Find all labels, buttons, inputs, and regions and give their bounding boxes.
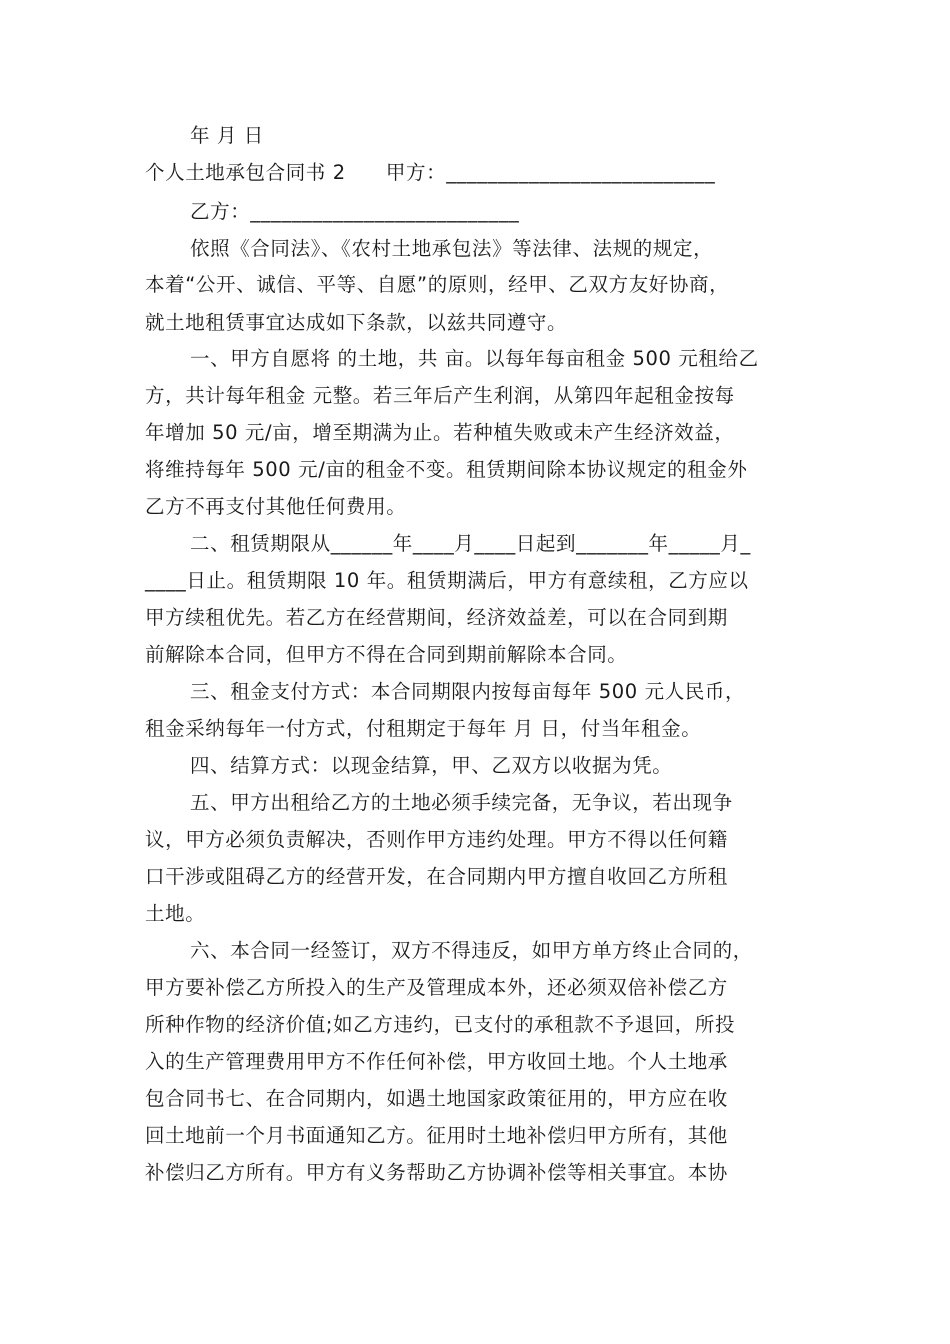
paragraph-line: 包合同书七、在合同期内，如遇土地国家政策征用的，甲方应在收 xyxy=(145,1087,728,1110)
paragraph-line: 土地。 xyxy=(145,902,206,925)
paragraph-line: 回土地前一个月书面通知乙方。征用时土地补偿归甲方所有，其他 xyxy=(145,1124,728,1147)
paragraph-line: 前解除本合同，但甲方不得在合同到期前解除本合同。 xyxy=(145,643,628,666)
paragraph-line: 甲方要补偿乙方所投入的生产及管理成本外，还必须双倍补偿乙方 xyxy=(145,976,728,999)
paragraph-line: 五、甲方出租给乙方的土地必须手续完备，无争议，若出现争 xyxy=(190,791,733,814)
paragraph-line: 一、甲方自愿将 的土地，共 亩。以每年每亩租金 500 元租给乙 xyxy=(190,347,759,370)
party-b-line: 乙方：__________________________ xyxy=(190,200,520,223)
paragraph-line: 补偿归乙方所有。甲方有义务帮助乙方协调补偿等相关事宜。本协 xyxy=(145,1161,728,1184)
paragraph-line: 本着“公开、诚信、平等、自愿”的原则，经甲、乙双方友好协商， xyxy=(145,273,730,296)
paragraph-line: 四、结算方式：以现金结算，甲、乙双方以收据为凭。 xyxy=(190,754,673,777)
paragraph-line: 议，甲方必须负责解决，否则作甲方违约处理。甲方不得以任何籍 xyxy=(145,828,728,851)
paragraph-line: 年增加 50 元/亩，增至期满为止。若种植失败或未产生经济效益， xyxy=(145,421,735,444)
paragraph-line: 将维持每年 500 元/亩的租金不变。租赁期间除本协议规定的租金外 xyxy=(145,458,748,481)
paragraph-line: 口干涉或阻碍乙方的经营开发，在合同期内甲方擅自收回乙方所租 xyxy=(145,865,728,888)
paragraph-line: 依照《合同法》、《农村土地承包法》等法律、法规的规定， xyxy=(190,237,714,260)
paragraph-line: 所种作物的经济价值;如乙方违约，已支付的承租款不予退回，所投 xyxy=(145,1013,736,1036)
paragraph-line: 三、租金支付方式：本合同期限内按每亩每年 500 元人民币， xyxy=(190,680,746,703)
paragraph-line: 入的生产管理费用甲方不作任何补偿，甲方收回土地。个人土地承 xyxy=(145,1050,728,1073)
paragraph-line: 就土地租赁事宜达成如下条款，以兹共同遵守。 xyxy=(145,311,568,334)
date-line: 年 月 日 xyxy=(190,124,264,147)
paragraph-line: ____日止。租赁期限 10 年。租赁期满后，甲方有意续租，乙方应以 xyxy=(145,569,749,592)
paragraph-line: 二、租赁期限从______年____月____日起到_______年_____月_ xyxy=(190,532,751,555)
title-party-a-line: 个人土地承包合同书 2 甲方：__________________________ xyxy=(145,161,716,184)
paragraph-line: 方，共计每年租金 元整。若三年后产生利润，从第四年起租金按每 xyxy=(145,384,735,407)
paragraph-line: 乙方不再支付其他任何费用。 xyxy=(145,495,407,518)
paragraph-line: 租金采纳每年一付方式，付租期定于每年 月 日，付当年租金。 xyxy=(145,717,702,740)
paragraph-line: 甲方续租优先。若乙方在经营期间，经济效益差，可以在合同到期 xyxy=(145,606,728,629)
paragraph-line: 六、本合同一经签订，双方不得违反，如甲方单方终止合同的， xyxy=(190,939,753,962)
